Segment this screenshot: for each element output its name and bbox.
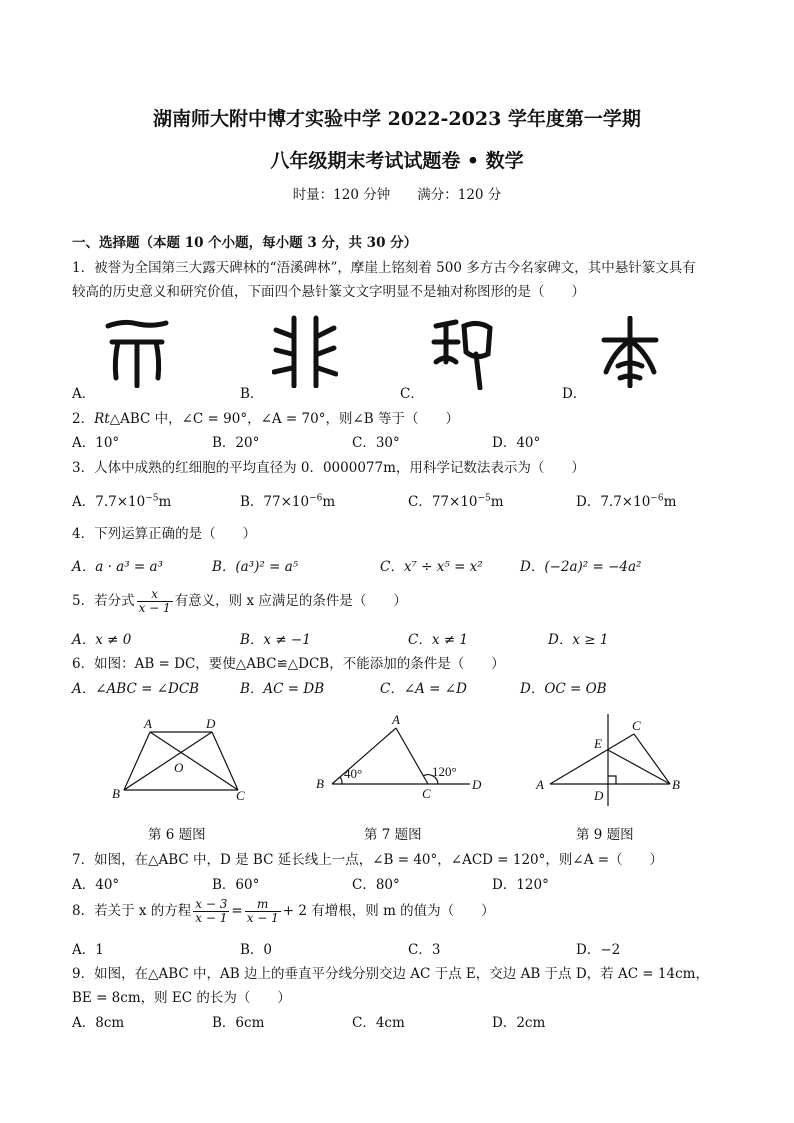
q2-option-d: D．40°: [492, 435, 541, 451]
fig7-label-b: B: [316, 776, 324, 791]
fig6-label-c: C: [236, 788, 245, 803]
q2-rt: Rt: [94, 411, 110, 427]
figure-7-caption: 第 7 题图: [364, 827, 422, 843]
q2-text: △ABC 中，∠C = 90°，∠A = 70°，则∠B 等于（ ）: [109, 411, 459, 427]
q1-line1: 1．被誉为全国第三大露天碑林的“浯溪碑林”，摩崖上铭刻着 500 多方古今名家碑文，其中悬针篆文具有: [72, 260, 696, 276]
q3-option-a: [72, 490, 171, 510]
q8-stem: [72, 898, 495, 925]
q9-option-d: D．2cm: [492, 1015, 546, 1031]
q8-f1-num: x − 3: [195, 897, 228, 911]
fig9-label-d: D: [594, 788, 604, 803]
q8-f2-num: m: [245, 898, 281, 912]
q3-option-a-exp: −5: [145, 493, 159, 504]
q9-option-b: B．6cm: [212, 1015, 265, 1031]
q8-option-c: C．3: [408, 942, 441, 958]
q3-option-b-base: B．77×10: [240, 494, 310, 510]
q9-line1: 9．如图，在△ABC 中，AB 边上的垂直平分线分别交边 AC 于点 E，交边 AB 于点 D，若 AC = 14cm，: [72, 966, 709, 982]
seal-glyph-a-image: [104, 316, 170, 388]
q5-stem: [72, 588, 407, 615]
q5-frac-den: x − 1: [138, 601, 171, 615]
q1-option-a: A．: [72, 386, 96, 402]
q8-fraction-1: [193, 898, 229, 925]
q3-option-d: [576, 490, 676, 510]
q3-option-d-exp: −6: [650, 493, 664, 504]
fig7-angle-b: 40°: [344, 766, 363, 781]
q8-f1-den: x − 1: [195, 911, 228, 925]
q9-option-c: C．4cm: [352, 1015, 405, 1031]
q1-line2: 较高的历史意义和研究价值，下面四个悬针篆文文字明显不是轴对称图形的是（ ）: [72, 284, 585, 300]
q8-equals: =: [231, 903, 243, 919]
figure-7-diagram: [310, 708, 490, 804]
q4-option-a: A．a · a³ = a³: [72, 559, 163, 575]
fig7-label-a: A: [392, 712, 400, 727]
q9-option-a: A．8cm: [72, 1015, 125, 1031]
fig6-label-b: B: [112, 786, 120, 801]
q4-stem: 4．下列运算正确的是（ ）: [72, 526, 257, 542]
q7-option-b: B．60°: [212, 877, 260, 893]
fig7-label-c: C: [422, 786, 431, 801]
q4-option-c: C．x⁷ ÷ x⁵ = x²: [380, 559, 483, 575]
q5-suffix: 有意义，则 x 应满足的条件是（ ）: [174, 593, 407, 609]
exam-meta: 时量：120 分钟 满分：120 分: [292, 187, 502, 203]
q8-prefix: 8．若关于 x 的方程: [72, 903, 192, 919]
q7-stem: 7．如图，在△ABC 中，D 是 BC 延长线上一点，∠B = 40°，∠ACD = 120°，则∠A =（ ）: [72, 852, 664, 868]
seal-glyph-c-image: [430, 316, 496, 390]
q6-stem: 6．如图：AB = DC，要使△ABC≌△DCB，不能添加的条件是（ ）: [72, 656, 505, 672]
q2-option-a: A．10°: [72, 435, 120, 451]
q5-fraction: [137, 588, 173, 615]
q1-option-d: D．: [562, 386, 587, 402]
q8-fraction-2: [245, 898, 281, 925]
q5-option-a: A．x ≠ 0: [72, 632, 132, 648]
fig6-label-a: A: [144, 716, 152, 731]
q4-option-d: D．(−2a)² = −4a²: [520, 559, 642, 575]
q8-option-d: D．−2: [576, 942, 621, 958]
fig9-label-a: A: [536, 777, 544, 792]
q5-frac-num: x: [137, 588, 173, 602]
q6-option-d: D．OC = OB: [520, 681, 607, 697]
q3-option-b-unit: m: [322, 494, 336, 510]
q5-option-c: C．x ≠ 1: [408, 632, 468, 648]
fig7-angle-c: 120°: [432, 764, 457, 779]
fig9-label-e: E: [594, 736, 602, 751]
figure-9-diagram: [532, 710, 692, 810]
q6-option-a: A．∠ABC = ∠DCB: [72, 681, 200, 697]
q1-option-c: C．: [400, 386, 424, 402]
q8-suffix: + 2 有增根，则 m 的值为（ ）: [282, 903, 495, 919]
q3-option-c-base: C．77×10: [408, 494, 478, 510]
figure-6-diagram: [100, 712, 260, 808]
q3-option-d-base: D．7.7×10: [576, 494, 651, 510]
fig9-label-c: C: [632, 718, 641, 733]
q3-option-a-base: A．7.7×10: [72, 494, 146, 510]
q3-stem: 3．人体中成熟的红细胞的平均直径为 0．0000077m，用科学记数法表示为（ ）: [72, 460, 585, 476]
q3-option-c-unit: m: [490, 494, 504, 510]
fig6-label-d: D: [206, 716, 216, 731]
q3-option-a-unit: m: [158, 494, 172, 510]
q9-line2: BE = 8cm，则 EC 的长为（ ）: [72, 990, 291, 1006]
figure-9-caption: 第 9 题图: [576, 827, 634, 843]
q5-option-d: D．x ≥ 1: [548, 632, 609, 648]
q3-option-c: [408, 490, 504, 510]
figure-6-caption: 第 6 题图: [148, 827, 206, 843]
seal-glyph-b-image: [272, 314, 338, 388]
q6-option-c: C．∠A = ∠D: [380, 681, 467, 697]
fig7-label-d: D: [472, 777, 482, 792]
q2-stem: [72, 407, 459, 427]
q4-option-b: B．(a³)² = a⁵: [212, 559, 299, 575]
exam-title-line2: 八年级期末考试试题卷 • 数学: [270, 150, 524, 172]
q2-option-b: B．20°: [212, 435, 260, 451]
q6-option-b: B．AC = DB: [240, 681, 325, 697]
q7-option-d: D．120°: [492, 877, 549, 893]
q8-option-a: A．1: [72, 942, 104, 958]
q5-prefix: 5．若分式: [72, 593, 135, 609]
q3-option-b: [240, 490, 335, 510]
q8-f2-den: x − 1: [246, 911, 279, 925]
fig9-label-b: B: [672, 777, 680, 792]
section-heading: 一、选择题（本题 10 个小题，每小题 3 分，共 30 分）: [72, 235, 418, 251]
q3-option-c-exp: −5: [477, 493, 491, 504]
q1-option-b: B．: [240, 386, 264, 402]
q2-prefix: 2．: [72, 411, 95, 427]
q7-option-a: A．40°: [72, 877, 120, 893]
q7-option-c: C．80°: [352, 877, 400, 893]
exam-title-line1: 湖南师大附中博才实验中学 2022-2023 学年度第一学期: [153, 108, 641, 130]
fig6-label-o: O: [174, 760, 184, 775]
seal-glyph-d-image: [600, 316, 660, 388]
q3-option-d-unit: m: [663, 494, 677, 510]
q3-option-b-exp: −6: [309, 493, 323, 504]
q8-option-b: B．0: [240, 942, 273, 958]
q2-option-c: C．30°: [352, 435, 400, 451]
q5-option-b: B．x ≠ −1: [240, 632, 311, 648]
